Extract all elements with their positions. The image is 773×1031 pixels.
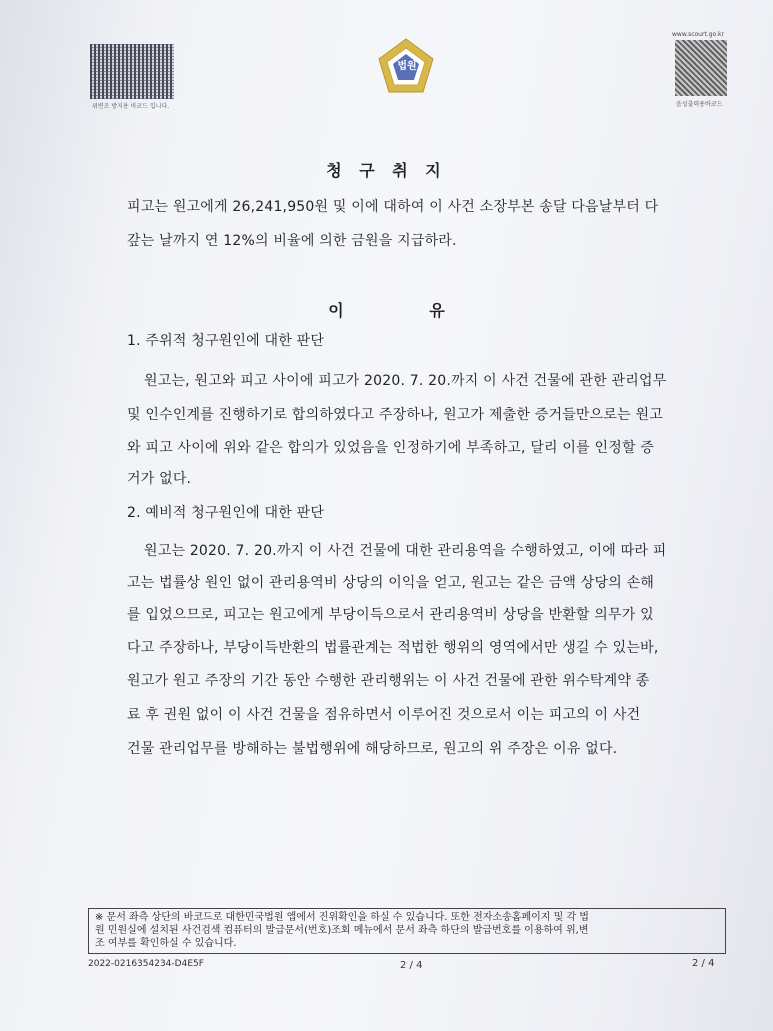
page-number-center: 2 / 4 bbox=[400, 960, 423, 971]
claim-line: 갚는 날까지 연 12%의 비율에 의한 금원을 지급하라. bbox=[127, 233, 457, 249]
section1-line: 거가 없다. bbox=[127, 471, 192, 487]
emblem-text: 법원 bbox=[397, 61, 417, 72]
notice-line: 원 민원실에 설치된 사건검색 컴퓨터의 발급문서(번호)조회 메뉴에서 문서 좌측 하단의 발급번호를 이용하여 위,변 bbox=[95, 925, 589, 936]
section2-line: 원고가 원고 주장의 기간 동안 수행한 관리행위는 이 사건 건물에 관한 위수탁계약 종 bbox=[127, 673, 650, 689]
claim-title: 청 구 취 지 bbox=[326, 161, 447, 180]
page-number-right: 2 / 4 bbox=[692, 958, 715, 969]
section2-line: 건물 관리업무를 방해하는 불법행위에 해당하므로, 원고의 위 주장은 이유 없다. bbox=[127, 741, 618, 757]
section2-line: 고는 법률상 원인 없이 관리용역비 상당의 이익을 얻고, 원고는 같은 금액 상당의 손해 bbox=[127, 575, 655, 591]
notice-line: ※ 문서 좌측 상단의 바코드로 대한민국법원 앱에서 진위확인을 하실 수 있습니다. 또한 전자소송홈페이지 및 각 법 bbox=[95, 912, 589, 923]
audio-qr-code bbox=[675, 40, 727, 96]
claim-line: 피고는 원고에게 26,241,950원 및 이에 대하여 이 사건 소장부본 송달 다음날부터 다 bbox=[127, 199, 659, 215]
section2-line: 원고는 2020. 7. 20.까지 이 사건 건물에 대한 관리용역을 수행하였고, 이에 따라 피 bbox=[144, 543, 667, 559]
section1-line: 와 피고 사이에 위와 같은 합의가 있었음을 인정하기에 부족하고, 달리 이를 인정할 증 bbox=[127, 440, 655, 456]
section1-line: 원고는, 원고와 피고 사이에 피고가 2020. 7. 20.까지 이 사건 건물에 관한 관리업무 bbox=[144, 373, 667, 389]
reason-title: 이 유 bbox=[328, 301, 485, 320]
qr-caption: 음성출력용바코드 bbox=[676, 101, 723, 108]
section1-heading: 1. 주위적 청구원인에 대한 판단 bbox=[127, 333, 325, 349]
section1-line: 및 인수인계를 진행하기로 합의하였다고 주장하나, 원고가 제출한 증거들만으로는 원고 bbox=[127, 407, 663, 423]
section2-line: 를 입었으므로, 피고는 원고에게 부당이득으로서 관리용역비 상당을 반환할 의무가 있 bbox=[127, 607, 654, 623]
court-url: www.scourt.go.kr bbox=[672, 31, 724, 38]
barcode-caption: 위변조 방지용 바코드 입니다. bbox=[92, 103, 170, 110]
document-issue-number: 2022-0216354234-D4E5F bbox=[88, 959, 204, 969]
section2-line: 다고 주장하나, 부당이득반환의 법률관계는 적법한 행위의 영역에서만 생길 수 있는바, bbox=[127, 640, 659, 656]
notice-line: 조 여부를 확인하실 수 있습니다. bbox=[95, 938, 237, 949]
section2-line: 료 후 권원 없이 이 사건 건물을 점유하면서 이루어진 것으로서 이는 피고의 이 사건 bbox=[127, 707, 641, 723]
verification-notice bbox=[88, 908, 726, 954]
verification-barcode bbox=[90, 44, 174, 99]
section2-heading: 2. 예비적 청구원인에 대한 판단 bbox=[127, 505, 325, 521]
